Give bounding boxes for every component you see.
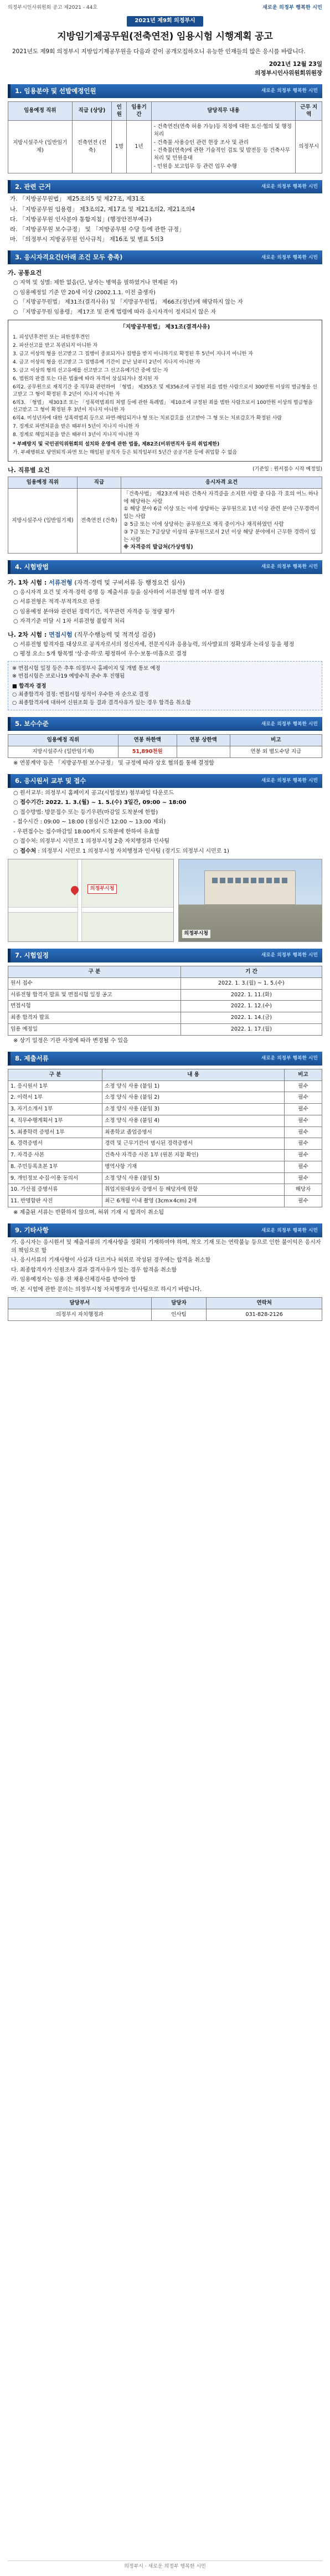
section-5-title: 5. 보수수준 <box>15 720 49 728</box>
cell-max-salary <box>177 746 230 757</box>
cell-remark: 필수 <box>284 1161 322 1172</box>
req-item: ○ 「지방공무원법」 제31조(결격사유) 및 「지방공무원법」 제66조(정년)에 해당하지 않는 자 <box>13 299 243 306</box>
cell-date: 2022. 1. 12.(수) <box>181 1001 322 1012</box>
th-phone: 연락처 <box>207 1298 322 1309</box>
phase-item: ○ 평정 요소: 5개 항목별 '상·중·하'로 평정하여 우수·보통·미흡으로 결정 <box>13 651 187 658</box>
box-item: 1. 피성년후견인 또는 피한정후견인 <box>13 334 90 340</box>
notice-date: 2021년 12월 23일 <box>269 61 322 68</box>
section-9-title: 9. 기타사항 <box>15 1226 49 1235</box>
disqualification-box <box>8 320 322 462</box>
cell-date: 2022. 1. 3.(월) ~ 1. 5.(수) <box>181 977 322 989</box>
cell-remark: 필수 <box>284 1080 322 1092</box>
section-4-header <box>8 560 322 574</box>
th-requirement: 응시자격 요건 <box>121 477 322 489</box>
misc-item: 마. 본 시험에 관한 문의는 의정부시청 자치행정과 인사팀으로 하시기 바랍니다. <box>11 1286 202 1293</box>
th-period: 임용기간 <box>127 101 151 121</box>
cell-position: 지방시설주사 (일반임기제) <box>8 121 73 173</box>
box-item: 5. 금고 이상의 형의 선고유예를 선고받고 그 선고유예기간 중에 있는 자 <box>13 367 168 373</box>
apply-item: ○ 접수방법: 방문접수 또는 등기우편(마감일 도착분에 한함) <box>13 809 158 816</box>
th-position: 임용예정 직위 <box>8 735 118 746</box>
cell-person: 인사팀 <box>151 1309 207 1320</box>
req-item: ○ 임용예정일 기준 만 20세 이상 (2002.1.1. 이전 출생자) <box>13 289 156 296</box>
cell-detail: 소정 양식 사용 (붙임 2) <box>102 1092 285 1104</box>
page-title: 지방임기제공무원(전축연전) 임용시험 시행계획 공고 <box>57 30 273 42</box>
cell-period: 1년 <box>127 121 151 173</box>
table-row <box>8 1001 322 1012</box>
cell-doc: 3. 자기소개서 1부 <box>8 1104 102 1115</box>
section-badge: 새로운 의정부 행복한 시민 <box>261 254 318 260</box>
phase-item: ○ 서류전형 합격자를 대상으로 공직자로서의 정신자세, 전문지식과 응용능력, 의사발표의 정확성과 논리성 등을 평정 <box>13 641 295 648</box>
table-row <box>8 989 322 1001</box>
cell-count: 1명 <box>112 121 127 173</box>
th-region: 근무 지역 <box>296 101 322 121</box>
cell-detail: 소정 양식 사용 (붙임 5) <box>102 1172 285 1184</box>
apply-item: - 접수시간 : 09:00 ~ 18:00 (점심시간 12:00 ~ 13:00 제외) <box>13 819 166 826</box>
cell-detail: 취업지원대상자 증명서 등 해당자에 한함 <box>102 1184 285 1196</box>
section-badge: 새로운 의정부 행복한 시민 <box>261 564 318 570</box>
section-5-header <box>8 717 322 731</box>
cell-requirement <box>121 488 322 553</box>
note-line: ※ 면접시험 일정 등은 추후 의정부시 홈페이지 및 개별 통보 예정 <box>12 665 161 672</box>
phase-1-kind: 서류전형 <box>49 578 73 586</box>
cell-region: 의정부시 <box>296 121 322 173</box>
cell-remark: 필수 <box>284 1150 322 1161</box>
section-badge: 새로운 의정부 행복한 시민 <box>261 952 318 959</box>
cell-remark: 해당자 <box>284 1184 322 1196</box>
table-row <box>8 1023 322 1035</box>
notice-org: 의정부시인사위원회위원장 <box>255 69 322 76</box>
cell-date: 2022. 1. 17.(월) <box>181 1023 322 1035</box>
th-stage: 구 분 <box>8 966 181 977</box>
cell-detail: 소정 양식 사용 (붙임 1) <box>102 1080 285 1092</box>
box-item: 6. 법원의 판결 또는 다른 법률에 따라 자격이 상실되거나 정지된 자 <box>13 376 159 382</box>
section-1-title: 1. 임용분야 및 선발예정인원 <box>15 86 96 95</box>
cell-remark: 필수 <box>284 1172 322 1184</box>
req-line: ② 5급 또는 이에 상당하는 공무원으로 재직 중이거나 재직하였던 사람 <box>123 521 284 528</box>
position-table <box>8 101 322 173</box>
law-item: 나. 「지방공무원 임용령」 제3조의2, 제17조 및 제21조의2, 제21조의4 <box>10 206 195 213</box>
cell-grade: 전축연전 (건축) <box>77 488 121 553</box>
cell-remark: 필수 <box>284 1115 322 1126</box>
law-item: 다. 「지방공무원 인사분야 통합지침」(행정안전부예규) <box>10 216 152 223</box>
box-note: 가. 부패행위로 당연퇴직·파면 또는 해임된 공직자 등은 퇴직일부터 5년간 공공기관 등에 취업할 수 없음 <box>13 450 238 456</box>
duty-line: - 건축물(연축)에 관한 기술적인 검토 및 발전등 등 건축사무 처리 및 민원응대 <box>153 147 290 162</box>
table-row <box>8 1104 322 1115</box>
phase-1-label: 가. 1차 시험 <box>8 578 42 586</box>
cell-position: 지방시설주사 (일반임기제) <box>8 746 118 757</box>
cell-duty <box>151 121 296 173</box>
th-detail: 내 용 <box>102 1069 285 1080</box>
cell-phone: 031-828-2126 <box>207 1309 322 1320</box>
req-item: ○ 지역 및 성별: 제한 없음(단, 남자는 병역을 필하였거나 면제된 자) <box>13 280 178 286</box>
misc-item: 다. 최종합격자가 신원조사 결과 결격사유가 있는 경우 합격을 취소함 <box>11 1267 177 1273</box>
apply-address: ○ 접수처 : 의정부시 시민로 1 의정부시청 자치행정과 인사팀 (경기도 의정부시 시민로 1) <box>13 848 229 854</box>
year-badge: 2021년 제9회 의정부시 <box>127 16 203 27</box>
cell-stage: 서류전형 합격자 발표 및 면접시험 일정 공고 <box>8 989 181 1001</box>
duty-line: - 건축연전(연축 허용 가능)등 적정에 대한 토신·협의 및 행정 처리 <box>153 124 292 137</box>
box-item: 2. 파산선고를 받고 복권되지 아니한 자 <box>13 342 98 349</box>
th-grade: 직급 <box>77 477 121 489</box>
cell-remark: 필수 <box>284 1138 322 1150</box>
th-position: 임용예정 직위 <box>8 101 73 121</box>
box-title: 「지방공무원법」 제31조(결격사유) <box>120 324 210 331</box>
section-2-title: 2. 관련 근거 <box>15 182 51 191</box>
cell-stage: 면접시험 <box>8 1001 181 1012</box>
intro-text: 2021년도 제9회 의정부시 지방임기제공무원을 다음과 같이 공개모집하오니 유능한 인재들의 많은 응시를 바랍니다. <box>12 48 306 55</box>
th-max-salary: 연봉 상한액 <box>177 735 230 746</box>
req-footnote: ※ 자격증의 발급처(가상명칭) <box>123 544 193 551</box>
cell-stage: 원서 접수 <box>8 977 181 989</box>
cell-date: 2022. 1. 14.(금) <box>181 1012 322 1024</box>
top-line <box>8 4 322 12</box>
documents-note: ※ 제출된 서류는 반환하지 않으며, 허위 기재 시 합격이 취소됨 <box>13 1209 164 1216</box>
section-6-title: 6. 응시원서 교부 및 접수 <box>15 777 86 785</box>
cell-doc: 6. 경력증명서 <box>8 1138 102 1150</box>
section-4-title: 4. 시험방법 <box>15 563 49 571</box>
req-line: ③ 7급 또는 7급상당 이상의 공무원으로서 2년 이상 해당 분야에서 근무한 경력이 있는 사람 <box>123 529 316 543</box>
cell-grade: 전축연전 (전축) <box>72 121 112 173</box>
th-grade: 직급 (상당) <box>72 101 112 121</box>
page-footer: 의정부시 · 새로운 의정부 행복한 시민 <box>8 2560 322 2570</box>
duty-line: - 민원응 보고업무 등 관련 업무 수행 <box>153 163 237 170</box>
phase-2-title: 나. 2차 시험 : 면접시험 (직무수행능력 및 적격성 검증) <box>8 631 156 638</box>
city-hall-photo <box>178 859 322 942</box>
cell-remark: 필수 <box>284 1104 322 1115</box>
law-list <box>8 195 322 244</box>
cell-remark: 연봉 외 별도수당 지급 <box>230 746 322 757</box>
phase-2-desc: (직무수행능력 및 적격성 검증) <box>74 631 156 638</box>
section-badge: 새로운 의정부 행복한 시민 <box>261 778 318 784</box>
section-badge: 새로운 의정부 행복한 시민 <box>261 1227 318 1233</box>
table-row <box>8 1115 322 1126</box>
cell-doc: 10. 가산점 증명서류 <box>8 1184 102 1196</box>
cell-detail: 병역사항 기재 <box>102 1161 285 1172</box>
cell-date: 2022. 1. 11.(화) <box>181 989 322 1001</box>
schedule-table <box>8 966 322 1036</box>
th-person: 담당자 <box>151 1298 207 1309</box>
address-label: ○ 접수처 <box>13 848 37 854</box>
schedule-note: ※ 상기 일정은 기관 사정에 따라 변경될 수 있음 <box>13 1037 128 1044</box>
th-date: 기 간 <box>181 966 322 977</box>
cell-doc: 11. 반명함판 사진 <box>8 1196 102 1207</box>
salary-note: ※ 연봉계약 등은 「지방공무원 보수규정」 및 규정에 따라 상호 협의를 통해 결정함 <box>13 760 214 766</box>
section-3-header <box>8 250 322 264</box>
cell-min-salary: 51,890천원 <box>118 746 177 757</box>
note-line: ○ 최종합격자에 대하여 신원조회 등 결과 결격사유가 있는 경우 합격을 취소함 <box>12 699 191 706</box>
table-row <box>8 1184 322 1196</box>
map-label: 의정부시청 <box>87 884 117 894</box>
cell-doc: 5. 최종학력 증명서 1부 <box>8 1126 102 1138</box>
misc-item: 가. 응시자는 응시원서 및 제출서류의 기재사항을 정확히 기재하여야 하며, 착오 기재 또는 연락불능 등으로 인한 불이익은 응시자의 책임으로 함 <box>11 1240 321 1254</box>
phase-item: ○ 응시자격 요건 및 자격·경력 증명 등 제출서류 등을 심사하여 서류전형 합격 여부 결정 <box>13 589 225 596</box>
notice-number: 의정부시인사위원회 공고 제2021 - 44호 <box>8 5 98 11</box>
box-item: 3. 금고 이상의 형을 선고받고 그 집행이 종료되거나 집행을 받지 아니하기로 확정된 후 5년이 지나지 아니한 자 <box>13 351 253 357</box>
th-min-salary: 연봉 하한액 <box>118 735 177 746</box>
cell-detail: 건축사 자격증 사본 1부 (원본 지참 확인) <box>102 1150 285 1161</box>
table-row <box>8 1080 322 1092</box>
exam-note-box <box>8 661 322 711</box>
box-item: 7. 징계로 파면처분을 받은 때부터 5년이 지나지 아니한 자 <box>13 424 140 430</box>
th-duty: 담당직무 내용 <box>151 101 296 121</box>
cell-position: 지방시설주사 (일반임기제) <box>8 488 78 553</box>
cell-doc: 4. 직무수행계획서 1부 <box>8 1115 102 1126</box>
cell-doc: 1. 응시원서 1부 <box>8 1080 102 1092</box>
section-8-title: 8. 제출서류 <box>15 1054 49 1063</box>
req-line: ① 해당 분야 6급 이상 또는 이에 상당하는 공무원으로 1년 이상 관련 분야 근무경력이 있는 사람 <box>123 506 319 520</box>
location-map <box>8 859 174 942</box>
section-1-header <box>8 84 322 98</box>
cell-dept: 의정부시 자치행정과 <box>8 1309 152 1320</box>
misc-item: 나. 응시서류의 기재사항이 사실과 다르거나 허위로 작성된 경우에는 합격을 취소함 <box>11 1257 211 1264</box>
apply-item: - 우편접수는 접수마감일 18:00까지 도착분에 한하여 유효함 <box>13 828 160 835</box>
th-dept: 담당부서 <box>8 1298 152 1309</box>
misc-list <box>8 1239 322 1294</box>
documents-table <box>8 1069 322 1207</box>
box-item: 6의2. 공무원으로 재직기간 중 직무와 관련하여 「형법」 제355조 및 제356조에 규정된 죄를 범한 사람으로서 300만원 이상의 벌금형을 선고받고 그 형이 확정된 후 2년이 지나지 아니한 자 <box>13 384 317 397</box>
box-item: 8. 징계로 해임처분을 받은 때부터 3년이 지나지 아니한 자 <box>13 432 140 438</box>
specific-req-title <box>8 466 322 475</box>
section-7-header <box>8 949 322 962</box>
box-note: * 부패방지 및 국민권익위원회의 설치와 운영에 관한 법률, 제82조(비위면직자 등의 취업제한) <box>13 442 220 448</box>
th-count: 인원 <box>112 101 127 121</box>
th-position: 임용예정 직위 <box>8 477 78 489</box>
phase-2-kind: 면접시험 <box>49 631 73 638</box>
cell-remark: 필수 <box>284 1196 322 1207</box>
section-badge: 새로운 의정부 행복한 시민 <box>261 183 318 190</box>
duty-line: - 건축물 사용승인 관련 현장 조사 및 관리 <box>153 139 249 146</box>
cell-stage: 최종 합격자 발표 <box>8 1012 181 1024</box>
section-badge: 새로운 의정부 행복한 시민 <box>261 1056 318 1062</box>
law-item: 가. 「지방공무원법」 제25조의5 및 제27조, 제31조 <box>10 196 145 203</box>
note-line: ○ 최종합격자 결정: 면접시험 성적이 우수한 자 순으로 결정 <box>12 691 149 698</box>
address-text: 의정부시 시민로 1 의정부시청 자치행정과 인사팀 (경기도 의정부시 시민로 1) <box>41 848 229 854</box>
th-remark: 비고 <box>230 735 322 746</box>
cell-stage: 임용 예정일 <box>8 1023 181 1035</box>
req-line: 「건축사법」 제23조에 따른 건축사 자격증을 소지한 사람 중 다음 각 호의 어느 하나에 해당하는 사람 <box>123 490 318 505</box>
section-8-header <box>8 1052 322 1066</box>
city-slogan-logo: 새로운 의정부 행복한 시민 <box>262 5 322 11</box>
common-req-title: 가. 공통요건 <box>8 269 42 277</box>
table-row <box>8 977 322 989</box>
specific-req-unit: (기준일 : 원서접수 시작 예정일) <box>252 467 322 473</box>
photo-caption: 의정부시청 <box>182 930 210 938</box>
phase-item: ○ 자격기준 미달 시 1차 서류전형 불합격 처리 <box>13 618 125 625</box>
req-item: ○ 「지방공무원 임용령」 제17조 및 관계 법령에 따라 응시자격이 정지되지 않은 자 <box>13 309 216 315</box>
section-badge: 새로운 의정부 행복한 시민 <box>261 88 318 94</box>
section-3-title: 3. 응시자격요건(아래 조건 모두 충족) <box>15 253 123 262</box>
contact-table <box>8 1297 322 1321</box>
table-row <box>8 1012 322 1024</box>
law-item: 마. 「의정부시 지방공무원 인사규칙」 제16조 및 별표 5의3 <box>10 236 164 243</box>
th-remark: 비고 <box>284 1069 322 1080</box>
box-item: 6의3. 「형법」 제303조 또는 「성폭력범죄의 처벌 등에 관한 특례법」 제10조에 규정된 죄를 범한 사람으로서 100만원 이상의 벌금형을 선고받고 그 형이 확정된 후 3년이 지나지 아니한 자 <box>13 400 313 413</box>
apply-item: ○ 원서교부: 의정부시 홈페이지 공고(시험정보) 첨부파일 다운로드 <box>13 790 174 796</box>
section-7-title: 7. 시험일정 <box>15 951 49 960</box>
cell-doc: 8. 주민등록초본 1부 <box>8 1161 102 1172</box>
section-2-header <box>8 180 322 194</box>
cell-doc: 9. 개인정보 수집·이용 동의서 <box>8 1172 102 1184</box>
specific-req-label: 나. 직류별 요건 <box>8 467 50 474</box>
table-row <box>8 1138 322 1150</box>
box-item: 4. 금고 이상의 형을 선고받고 그 집행유예 기간이 끝난 날부터 2년이 지나지 아니한 자 <box>13 359 200 365</box>
table-row <box>8 1126 322 1138</box>
cell-detail: 소정 양식 사용 (붙임 3) <box>102 1104 285 1115</box>
phase-1-desc: (자격·경력 및 구비서류 등 행정요건 심사) <box>74 578 185 586</box>
phase-item: ○ 서류전형은 적격·부적격으로 판정 <box>13 599 100 606</box>
section-badge: 새로운 의정부 행복한 시민 <box>261 721 318 727</box>
cell-remark: 필수 <box>284 1092 322 1104</box>
misc-item: 라. 임용예정자는 임용 전 채용신체검사를 받아야 함 <box>11 1277 136 1283</box>
table-row <box>8 1092 322 1104</box>
table-row <box>8 1196 322 1207</box>
apply-item: ○ 접수처: 의정부시 시민로 1 의정부시청 2층 자치행정과 인사팀 <box>13 838 170 845</box>
phase-item: ○ 임용예정 분야와 관련된 경력기간, 직무관련 자격증 등 정량 평가 <box>13 608 175 615</box>
cell-remark: 필수 <box>284 1126 322 1138</box>
section-6-header <box>8 774 322 788</box>
phase-1-title: 가. 1차 시험 : 서류전형 (자격·경력 및 구비서류 등 행정요건 심사) <box>8 578 185 586</box>
notice-header <box>8 16 322 43</box>
cell-doc: 2. 이력서 1부 <box>8 1092 102 1104</box>
salary-table <box>8 734 322 758</box>
qualification-table <box>8 477 322 554</box>
cell-detail: 최종학교 졸업증명서 <box>102 1126 285 1138</box>
table-row <box>8 1161 322 1172</box>
cell-detail: 소정 양식 사용 (붙임 4) <box>102 1115 285 1126</box>
note-line: ※ 면접시험은 코로나19 예방수칙 준수 후 진행됨 <box>12 673 125 680</box>
location-figures <box>8 859 322 942</box>
th-doc: 구 분 <box>8 1069 102 1080</box>
box-item: 6의4. 미성년자에 대한 성폭력범죄 등으로 파면·해임되거나 형 또는 치료감호를 선고받아 그 형 또는 치료감호가 확정된 사람 <box>13 415 282 421</box>
cell-detail: 경력 및 근무기간이 명시된 경력증명서 <box>102 1138 285 1150</box>
table-row <box>8 1150 322 1161</box>
phase-2-label: 나. 2차 시험 <box>8 631 42 638</box>
table-row <box>8 1172 322 1184</box>
note-line: ■ 합격자 결정 <box>12 683 47 690</box>
cell-doc: 7. 자격증 사본 <box>8 1150 102 1161</box>
law-item: 라. 「지방공무원 보수규정」 및 「지방공무원 수당 등에 관한 규정」 <box>10 226 185 233</box>
apply-item: ○ 접수기간: 2022. 1. 3.(월) ~ 1. 5.(수) 3일간, 09:00 ~ 18:00 <box>13 800 187 806</box>
cell-detail: 최근 6개월 이내 촬영 (3cm×4cm) 2매 <box>102 1196 285 1207</box>
section-9-header <box>8 1223 322 1237</box>
